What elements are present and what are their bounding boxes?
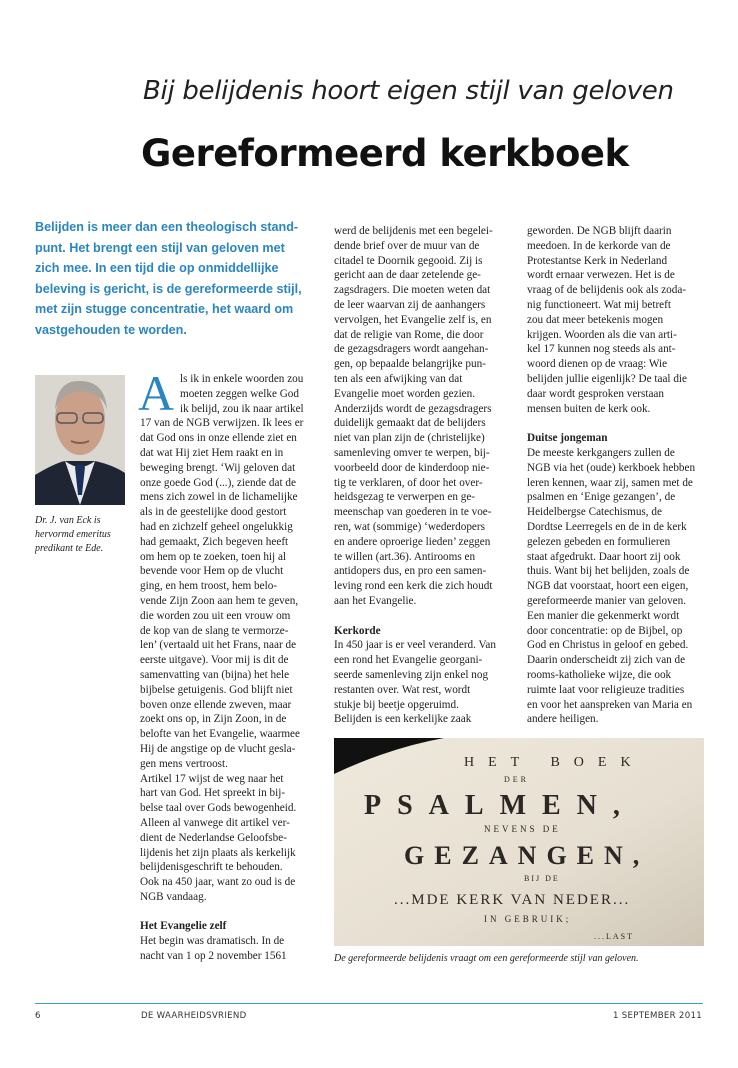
text-line: beleving is gericht, is de gereformeerde stijl, bbox=[35, 281, 302, 296]
text-line: zoekt ons op, in Zijn Zoon, in de bbox=[140, 713, 287, 726]
text-line: De meeste kerkgangers zullen de bbox=[527, 446, 675, 459]
text-line: aan het Evangelie. bbox=[334, 594, 417, 607]
text-line: vraag of de belijdenis ook als zoda- bbox=[527, 284, 687, 297]
text-line: de gezagsdragers wordt aangehan- bbox=[334, 343, 489, 356]
text-line: Daarin onderscheidt zij zich van de bbox=[527, 654, 686, 667]
section-heading: Kerkorde bbox=[334, 624, 381, 637]
text-line: thuis. Want bij het belijden, zoals de bbox=[527, 565, 690, 578]
footer-divider bbox=[35, 1003, 703, 1004]
text-line: ging, en hem troost, hem belo- bbox=[140, 580, 278, 593]
text-line: nig functioneert. Wat mij betreft bbox=[527, 298, 671, 311]
text-line: In 450 jaar is er veel veranderd. Van bbox=[334, 639, 496, 652]
text-line: ren, wat (sommige) ‘wederdopers bbox=[334, 520, 485, 533]
text-line: vende Zijn Zoon aan hem te geven, bbox=[140, 594, 299, 607]
text-line: Evangelie moet worden gezien. bbox=[334, 387, 476, 400]
text-line: krijgen. Woorden als die van arti- bbox=[527, 328, 677, 341]
text-line: dat wat Hij ziet Hem raakt en in bbox=[140, 446, 284, 459]
text-line: citadel te Doornik gegooid. Zij is bbox=[334, 254, 483, 267]
text-line: Protestantse Kerk in Nederland bbox=[527, 254, 668, 267]
text-line: 17 van de NGB verwijzen. Ik lees er bbox=[140, 417, 304, 430]
text-line: Belijden is een kerkelijke zaak bbox=[334, 713, 472, 726]
text-line: om hem op te zoeken, toen hij al bbox=[140, 550, 287, 563]
text-line: Alleen al vanwege dit artikel ver- bbox=[140, 816, 290, 829]
text-line: te willen (art.36). Antirooms en bbox=[334, 550, 476, 563]
article-column-2 bbox=[334, 224, 520, 727]
text-line: ten als een afwijking van dat bbox=[334, 372, 463, 385]
book-text-line: DER bbox=[504, 775, 529, 784]
text-line: en andere oproerige lieden’ zeggen bbox=[334, 535, 491, 548]
text-line: een rond het Evangelie georgani- bbox=[334, 654, 483, 667]
text-line: belijdenisgeschrift te behouden. bbox=[140, 861, 283, 874]
photo-caption bbox=[334, 953, 704, 964]
text-line: als in de geestelijke dood gestort bbox=[140, 506, 287, 519]
text-line: gen, op bepaalde belangrijke pun- bbox=[334, 358, 486, 371]
text-line: NGB via het (oude) kerkboek hebben bbox=[527, 461, 696, 474]
section-heading: Duitse jongeman bbox=[527, 432, 608, 445]
text-line: staat afgedrukt. Daar hoort zij ook bbox=[527, 550, 681, 563]
text-line: belse taal over Gods bewogenheid. bbox=[140, 802, 297, 815]
book-text-line: GEZANGEN, bbox=[404, 841, 650, 870]
drop-cap: A bbox=[138, 365, 175, 421]
photo-caption-text: De gereformeerde belijdenis vraagt om een gereformeerde stijl van geloven. bbox=[334, 953, 639, 964]
text-line: bijbelse getuigenis. God blijft niet bbox=[140, 683, 293, 696]
psalm-book-photo bbox=[334, 738, 704, 946]
text-line: Dordtse Leerregels en de in de kerk bbox=[527, 520, 687, 533]
text-line: daar wordt gesproken verstaan bbox=[527, 387, 664, 400]
text-line: Hij de angstige op de vlucht gesla- bbox=[140, 742, 296, 755]
text-line: gereformeerde manier van geloven. bbox=[527, 594, 687, 607]
text-line: God en Christus in geloof en gebed. bbox=[527, 639, 689, 652]
text-line: had en zichzelf geheel ongelukkig bbox=[140, 520, 293, 533]
text-line: bevende voor Hem op de vlucht bbox=[140, 565, 284, 578]
book-text-line: ...MDE KERK VAN NEDER... bbox=[394, 892, 631, 908]
text-line: antidopers dus, en pro een samen- bbox=[334, 565, 487, 578]
author-caption bbox=[35, 514, 135, 556]
text-line: rooms-katholieke wijze, die ook bbox=[527, 668, 672, 681]
text-line: psalmen en ‘Enige gezangen’, de bbox=[527, 491, 676, 504]
text-line: werd de belijdenis met een begelei- bbox=[334, 225, 493, 237]
text-line: restanten over. Wat rest, wordt bbox=[334, 683, 471, 696]
text-line: tig te verklaren, of door het over- bbox=[334, 476, 483, 489]
text-line: voorbeeld door de kinderdoop nie- bbox=[334, 461, 490, 474]
text-line: mensen buiten de kerk ook. bbox=[527, 402, 651, 415]
text-line: stukje bij beetje opgeruimd. bbox=[334, 698, 459, 711]
text-line: NGB dat voorstaat, hoort een eigen, bbox=[527, 580, 689, 593]
text-line: Ook na 450 jaar, want zo oud is de bbox=[140, 876, 296, 889]
text-line: Belijden is meer dan een theologisch stand- bbox=[35, 220, 299, 234]
text-line: en voor het aanspreken van Maria en bbox=[527, 698, 693, 711]
text-line: eerste uitgave). Voor mij is dit de bbox=[140, 654, 289, 667]
text-line: meenschap van goederen in te voe- bbox=[334, 506, 492, 519]
text-line: nacht van 1 op 2 november 1561 bbox=[140, 950, 287, 963]
text-line: kel 17 kunnen nog steeds als ant- bbox=[527, 343, 676, 356]
text-line: andere heiligen. bbox=[527, 713, 599, 726]
intro-lead bbox=[35, 217, 320, 341]
text-line: gericht aan de daar zetelende ge- bbox=[334, 269, 481, 282]
text-line: zagsdragers. Die moeten weten dat bbox=[334, 284, 491, 297]
book-text-line: NEVENS DE bbox=[484, 824, 561, 834]
text-line: boven onze ellende zweven, maar bbox=[140, 698, 292, 711]
book-text-line: ...LAST bbox=[594, 932, 634, 941]
text-line: met zijn stugge concentratie, het waard om bbox=[35, 302, 294, 317]
text-line: Dr. J. van Eck is bbox=[35, 515, 101, 526]
text-line: vervolgen, het Evangelie zelf is, en bbox=[334, 313, 492, 326]
author-photo bbox=[35, 375, 125, 505]
publication-name: DE WAARHEIDSVRIEND bbox=[141, 1011, 247, 1021]
text-line: leving rond een kerk die zich houdt bbox=[334, 580, 493, 593]
text-line: belijden jullie eigenlijk? De taal die bbox=[527, 372, 687, 385]
text-line: punt. Het brengt een stijl van geloven met bbox=[35, 240, 285, 255]
text-line: wordt ernaar verwezen. Het is de bbox=[527, 269, 675, 282]
article-subtitle: Bij belijdenis hoort eigen stijl van geloven bbox=[143, 76, 674, 106]
text-line: samenvatting van (bijna) het hele bbox=[140, 668, 290, 681]
text-line: predikant te Ede. bbox=[35, 543, 104, 554]
text-line: Artikel 17 wijst de weg naar het bbox=[140, 772, 284, 785]
text-line: zou dat meer betekenis mogen bbox=[527, 313, 664, 326]
text-line: dient de Nederlandse Geloofsbe- bbox=[140, 831, 287, 844]
book-text-line: IN GEBRUIK; bbox=[484, 914, 572, 924]
book-text-line: PSALMEN, bbox=[364, 790, 636, 821]
text-line: ls ik in enkele woorden zou bbox=[180, 373, 304, 385]
text-line: mens zich zowel in de lichamelijke bbox=[140, 491, 298, 504]
text-line: lijdenis het zijn plaats als kerkelijk bbox=[140, 846, 296, 859]
issue-date: 1 SEPTEMBER 2011 bbox=[612, 1011, 702, 1021]
article-column-1 bbox=[138, 365, 328, 964]
text-line: vastgehouden te worden. bbox=[35, 322, 187, 337]
book-text-line: BIJ DE bbox=[524, 874, 560, 883]
text-line: woord dienen op de vraag: Wie bbox=[527, 358, 668, 371]
text-line: dat de religie van Rome, die door bbox=[334, 328, 484, 341]
article-column-3 bbox=[527, 224, 715, 727]
text-line: Heidelbergse Catechismus, de bbox=[527, 506, 662, 519]
text-line: moeten zeggen welke God bbox=[180, 387, 299, 400]
text-line: onze goede God (...), ziende dat de bbox=[140, 476, 296, 489]
text-line: door concentratie: op de Bijbel, op bbox=[527, 624, 683, 637]
text-line: duidelijk gemaakt dat de belijders bbox=[334, 417, 486, 430]
text-line: Een manier die gekenmerkt wordt bbox=[527, 609, 680, 622]
text-line: de kop van de slang te vermorze- bbox=[140, 624, 289, 637]
text-line: dende brief over de muur van de bbox=[334, 239, 480, 252]
text-line: Anderzijds wordt de gezagsdragers bbox=[334, 402, 492, 415]
text-line: gen mens vertroost. bbox=[140, 757, 228, 770]
text-line: hart van God. Het spreekt in bij- bbox=[140, 787, 286, 800]
text-line: geworden. De NGB blijft daarin bbox=[527, 225, 672, 237]
text-line: dat God ons in onze ellende ziet en bbox=[140, 432, 297, 445]
text-line: belofte van het Evangelie, waarmee bbox=[140, 728, 300, 741]
text-line: Het begin was dramatisch. In de bbox=[140, 935, 285, 948]
page-number: 6 bbox=[35, 1011, 41, 1021]
text-line: zich mee. In een tijd die op onmiddellijke bbox=[35, 261, 279, 276]
text-line: de leer waarvan zij de aanhangers bbox=[334, 298, 486, 311]
text-line: ruimte laat voor religieuze tradities bbox=[527, 683, 685, 696]
text-line: had gemaakt, Zich begeven heeft bbox=[140, 535, 289, 548]
section-heading: Het Evangelie zelf bbox=[140, 920, 227, 933]
text-line: die worden zou uit een vrouw om bbox=[140, 609, 291, 622]
text-line: leren kennen, waar zij, samen met de bbox=[527, 476, 693, 489]
text-line: seerde samenleving zijn enkel nog bbox=[334, 668, 489, 681]
text-line: ik belijd, zou ik naar artikel bbox=[180, 402, 304, 415]
text-line: niet van plan zijn de (christelijke) bbox=[334, 432, 485, 445]
text-line: NGB vandaag. bbox=[140, 890, 207, 903]
article-title: Gereformeerd kerkboek bbox=[141, 132, 629, 175]
book-text-line: HET BOEK bbox=[464, 755, 645, 770]
text-line: gelezen gebeden en formulieren bbox=[527, 535, 671, 548]
text-line: meedoen. In de kerkorde van de bbox=[527, 239, 671, 252]
text-line: samenleving omver te werpen, bij- bbox=[334, 446, 490, 459]
text-line: hervormd emeritus bbox=[35, 529, 111, 540]
text-line: len’ (vertaald uit het Frans, naar de bbox=[140, 639, 297, 652]
text-line: heidsgezag te verwerpen en ge- bbox=[334, 491, 476, 504]
text-line: beweging brengt. ‘Wij geloven dat bbox=[140, 461, 296, 474]
